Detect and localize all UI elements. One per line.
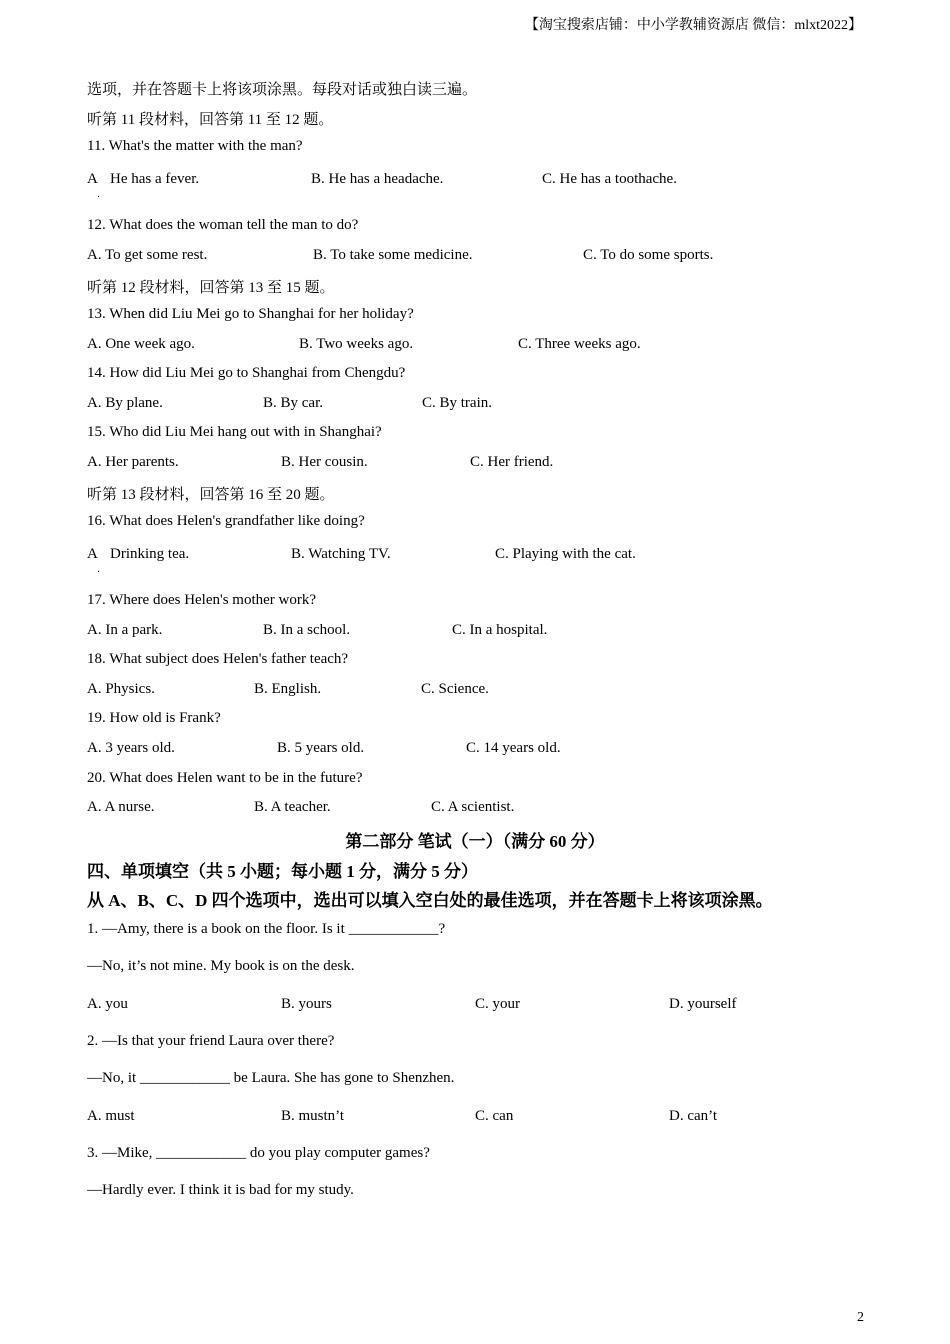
question-stem: 2. —Is that your friend Laura over there? bbox=[87, 1033, 335, 1049]
option-a: A. In a park. bbox=[87, 622, 163, 638]
option-a: A. By plane. bbox=[87, 395, 163, 411]
option-a-letter: A bbox=[87, 546, 98, 562]
question-stem: 14. How did Liu Mei go to Shanghai from Chengdu? bbox=[87, 365, 406, 381]
section-heading: 听第 12 段材料，回答第 13 至 15 题。 bbox=[87, 280, 335, 296]
intro-line: 选项，并在答题卡上将该项涂黑。每段对话或独白读三遍。 bbox=[87, 82, 478, 98]
option-d: D. can’t bbox=[669, 1108, 718, 1124]
dialogue-reply: —Hardly ever. I think it is bad for my study. bbox=[87, 1182, 354, 1198]
option-a: A. must bbox=[87, 1108, 135, 1124]
question-stem: 16. What does Helen's grandfather like doing? bbox=[87, 513, 365, 529]
option-a: A. One week ago. bbox=[87, 336, 195, 352]
option-c: C. Playing with the cat. bbox=[495, 546, 636, 562]
question-stem: 18. What subject does Helen's father teach? bbox=[87, 651, 349, 667]
option-b: B. A teacher. bbox=[254, 799, 331, 815]
page-number: 2 bbox=[857, 1310, 864, 1325]
part-title: 第二部分 笔试（一）（满分 60 分） bbox=[345, 832, 605, 851]
section-heading: 听第 13 段材料，回答第 16 至 20 题。 bbox=[87, 487, 335, 503]
option-a: He has a fever. bbox=[110, 171, 200, 187]
option-a-letter: A bbox=[87, 171, 98, 187]
option-a: Drinking tea. bbox=[110, 546, 190, 562]
question-stem: 15. Who did Liu Mei hang out with in Shanghai? bbox=[87, 424, 382, 440]
option-b: B. Watching TV. bbox=[291, 546, 391, 562]
option-b: B. Her cousin. bbox=[281, 454, 368, 470]
option-c: C. A scientist. bbox=[431, 799, 515, 815]
question-stem: 20. What does Helen want to be in the future? bbox=[87, 770, 363, 786]
option-a: A. 3 years old. bbox=[87, 740, 175, 756]
question-stem: 1. —Amy, there is a book on the floor. Is it ____________? bbox=[87, 921, 446, 937]
option-b: B. In a school. bbox=[263, 622, 351, 638]
option-a-dot: ． bbox=[97, 189, 107, 200]
option-b: B. He has a headache. bbox=[311, 171, 444, 187]
section-title: 四、单项填空（共 5 小题；每小题 1 分，满分 5 分） bbox=[87, 862, 478, 881]
option-b: B. Two weeks ago. bbox=[299, 336, 414, 352]
question-stem: 3. —Mike, ____________ do you play computer games? bbox=[87, 1145, 430, 1161]
question-stem: 19. How old is Frank? bbox=[87, 710, 221, 726]
question-stem: 12. What does the woman tell the man to do? bbox=[87, 217, 359, 233]
option-c: C. 14 years old. bbox=[466, 740, 561, 756]
section-instruction: 从 A、B、C、D 四个选项中，选出可以填入空白处的最佳选项，并在答题卡上将该项涂黑。 bbox=[87, 891, 773, 910]
option-b: B. yours bbox=[281, 996, 332, 1012]
option-d: D. yourself bbox=[669, 996, 737, 1012]
dialogue-reply: —No, it’s not mine. My book is on the desk. bbox=[87, 958, 355, 974]
option-a: A. A nurse. bbox=[87, 799, 155, 815]
option-a: A. Physics. bbox=[87, 681, 155, 697]
option-c: C. In a hospital. bbox=[452, 622, 548, 638]
option-a: A. you bbox=[87, 996, 128, 1012]
option-c: C. Three weeks ago. bbox=[518, 336, 641, 352]
option-b: B. English. bbox=[254, 681, 322, 697]
option-a: A. To get some rest. bbox=[87, 247, 208, 263]
dialogue-reply: —No, it ____________ be Laura. She has gone to Shenzhen. bbox=[87, 1070, 455, 1086]
option-b: B. To take some medicine. bbox=[313, 247, 473, 263]
option-c: C. Science. bbox=[421, 681, 489, 697]
section-heading: 听第 11 段材料，回答第 11 至 12 题。 bbox=[87, 112, 334, 128]
option-a-dot: ． bbox=[97, 564, 107, 575]
option-a: A. Her parents. bbox=[87, 454, 179, 470]
option-c: C. To do some sports. bbox=[583, 247, 714, 263]
page-header: 【淘宝搜索店铺：中小学教辅资源店 微信：mlxt2022】 bbox=[524, 18, 862, 33]
option-c: C. can bbox=[475, 1108, 514, 1124]
option-c: C. your bbox=[475, 996, 520, 1012]
question-stem: 13. When did Liu Mei go to Shanghai for her holiday? bbox=[87, 306, 414, 322]
option-b: B. 5 years old. bbox=[277, 740, 365, 756]
option-c: C. He has a toothache. bbox=[542, 171, 677, 187]
option-c: C. Her friend. bbox=[470, 454, 554, 470]
question-stem: 11. What's the matter with the man? bbox=[87, 138, 303, 154]
option-b: B. By car. bbox=[263, 395, 323, 411]
option-c: C. By train. bbox=[422, 395, 492, 411]
question-stem: 17. Where does Helen's mother work? bbox=[87, 592, 317, 608]
option-b: B. mustn’t bbox=[281, 1108, 345, 1124]
